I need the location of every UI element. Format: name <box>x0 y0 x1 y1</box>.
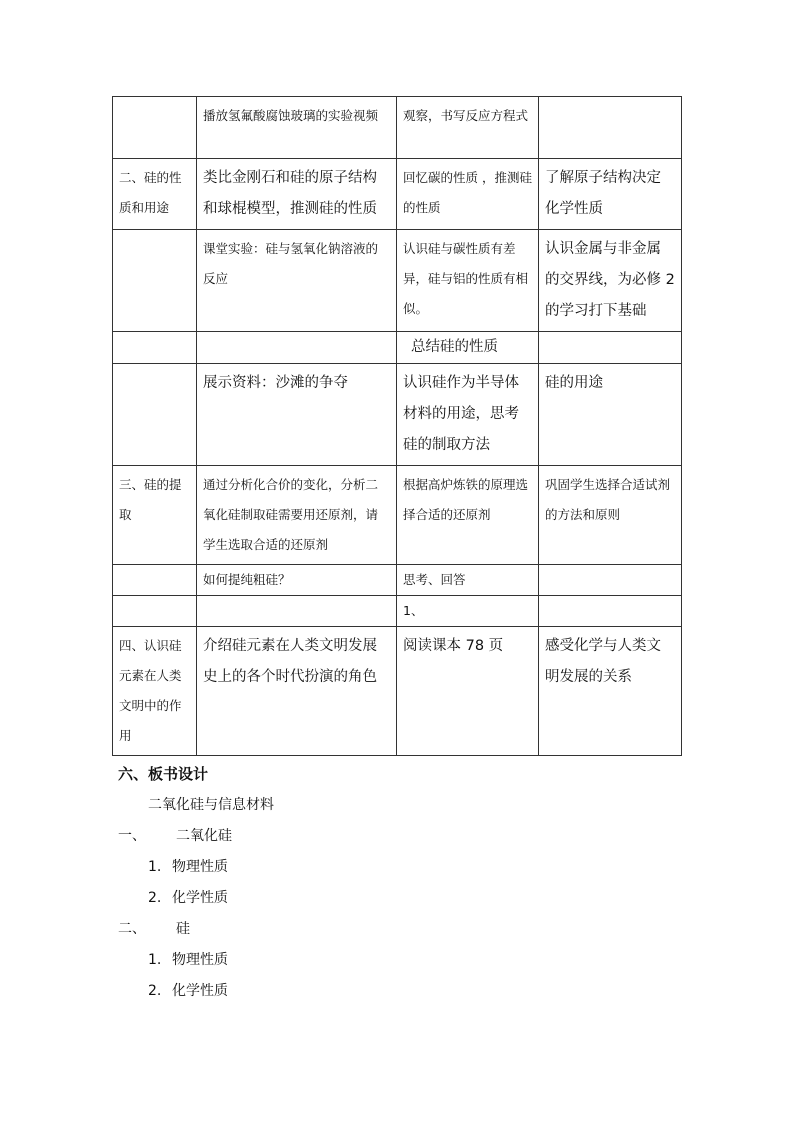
item-text: 化学性质 <box>172 890 228 906</box>
table-cell <box>539 596 682 627</box>
table-cell: 通过分析化合价的变化，分析二氧化硅制取硅需要用还原剂，请学生选取合适的还原剂 <box>197 466 397 565</box>
item-text: 物理性质 <box>172 859 228 875</box>
table-row <box>113 97 682 159</box>
table-cell: 播放氢氟酸腐蚀玻璃的实验视频 <box>197 97 397 159</box>
table-cell: 二、硅的性质和用途 <box>113 159 197 230</box>
section-heading: 六、板书设计 <box>118 765 209 783</box>
table-cell: 课堂实验：硅与氢氧化钠溶液的反应 <box>197 230 397 332</box>
section-number: 一、 <box>118 828 146 844</box>
section-number: 二、 <box>118 921 146 937</box>
lesson-plan-table <box>112 96 682 756</box>
table-cell: 认识硅作为半导体材料的用途，思考硅的制取方法 <box>397 364 539 466</box>
table-cell: 认识硅与碳性质有差异，硅与铝的性质有相似。 <box>397 230 539 332</box>
board-subtitle: 二氧化硅与信息材料 <box>148 797 274 813</box>
item-number: 2. <box>148 983 162 999</box>
list-item <box>118 945 718 976</box>
section-title: 硅 <box>176 921 190 937</box>
table-cell: 了解原子结构决定化学性质 <box>539 159 682 230</box>
table-cell: 根据高炉炼铁的原理选择合适的还原剂 <box>397 466 539 565</box>
table-cell: 三、硅的提取 <box>113 466 197 565</box>
table-cell: 1、 <box>397 596 539 627</box>
list-item <box>118 883 718 914</box>
table-cell <box>197 596 397 627</box>
table-cell <box>113 565 197 596</box>
table-cell <box>197 332 397 364</box>
table-cell: 类比金刚石和硅的原子结构和球棍模型，推测硅的性质 <box>197 159 397 230</box>
table-cell: 硅的用途 <box>539 364 682 466</box>
item-number: 2. <box>148 890 162 906</box>
table-cell: 观察，书写反应方程式 <box>397 97 539 159</box>
table-row <box>113 466 682 565</box>
section-title: 二氧化硅 <box>176 828 232 844</box>
table-cell: 认识金属与非金属的交界线，为必修 2 的学习打下基础 <box>539 230 682 332</box>
table-row <box>113 565 682 596</box>
item-number: 1. <box>148 859 162 875</box>
table-cell <box>539 97 682 159</box>
table-cell <box>113 364 197 466</box>
table-cell <box>539 565 682 596</box>
table-cell <box>113 332 197 364</box>
item-text: 物理性质 <box>172 952 228 968</box>
table-cell: 阅读课本 78 页 <box>397 627 539 756</box>
table-row <box>113 364 682 466</box>
board-design-section <box>118 758 718 1007</box>
table-cell: 介绍硅元素在人类文明发展史上的各个时代扮演的角色 <box>197 627 397 756</box>
table-cell: 总结硅的性质 <box>397 332 539 364</box>
table-cell <box>113 230 197 332</box>
table-cell: 巩固学生选择合适试剂的方法和原则 <box>539 466 682 565</box>
table-row <box>113 230 682 332</box>
table-row <box>113 596 682 627</box>
table-cell <box>113 97 197 159</box>
table-cell: 感受化学与人类文明发展的关系 <box>539 627 682 756</box>
table-cell: 展示资料：沙滩的争夺 <box>197 364 397 466</box>
board-section-2 <box>118 914 718 945</box>
table-cell: 如何提纯粗硅？ <box>197 565 397 596</box>
table-cell: 思考、回答 <box>397 565 539 596</box>
table-cell: 四、认识硅元素在人类文明中的作用 <box>113 627 197 756</box>
table-row <box>113 627 682 756</box>
table-cell <box>539 332 682 364</box>
table-cell: 回忆碳的性质 ，推测硅的性质 <box>397 159 539 230</box>
table-row <box>113 159 682 230</box>
list-item <box>118 852 718 883</box>
list-item <box>118 976 718 1007</box>
table-row <box>113 332 682 364</box>
board-section-1 <box>118 821 718 852</box>
table-cell <box>113 596 197 627</box>
item-number: 1. <box>148 952 162 968</box>
item-text: 化学性质 <box>172 983 228 999</box>
